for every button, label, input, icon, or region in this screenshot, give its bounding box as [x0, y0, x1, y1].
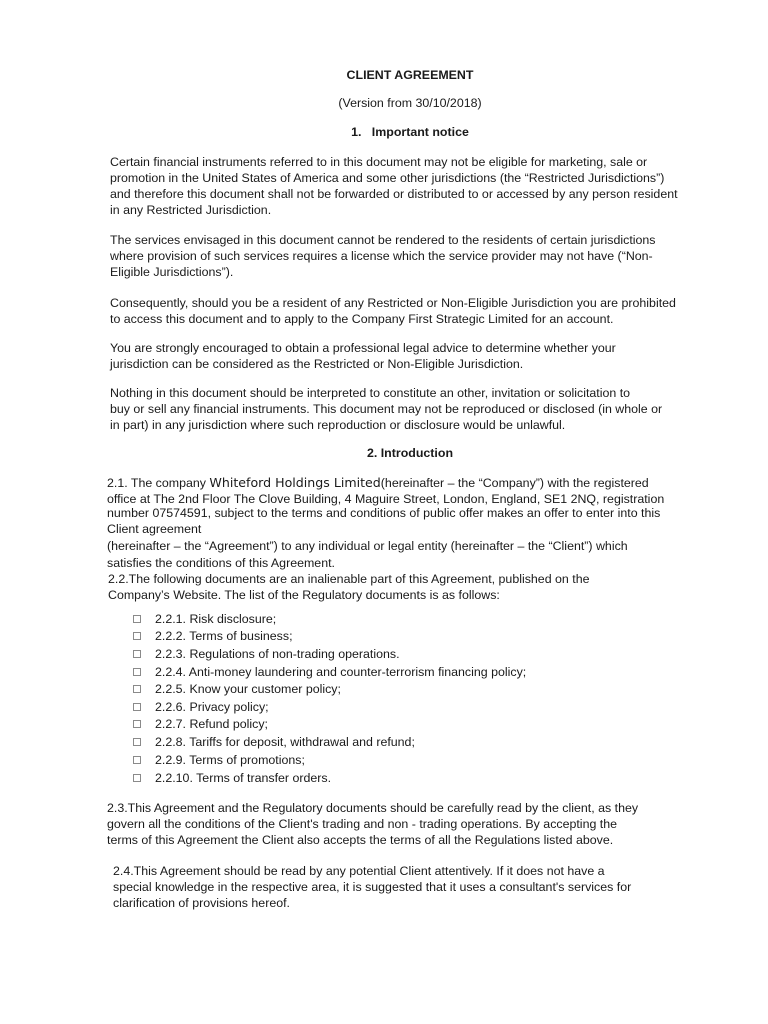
clause-2-1-rest: (hereinafter – the “Company”) with the registered [380, 476, 649, 490]
text-line: 2.3.This Agreement and the Regulatory documents should be carefully read by the client, as they [107, 801, 639, 815]
notice-paragraph-1 [110, 154, 720, 218]
text-line: Client agreement [107, 522, 202, 536]
text-line: satisfies the conditions of this Agreement. [107, 556, 335, 570]
clause-2-1-prefix: 2.1. The company [107, 476, 210, 490]
list-item-label: 2.2.8. Tariffs for deposit, withdrawal and refund; [155, 735, 415, 749]
text-line: clarification of provisions hereof. [113, 896, 290, 910]
text-line: terms of this Agreement the Client also accepts the terms of all the Regulations listed above. [107, 833, 614, 847]
section-1-heading: 1. Important notice [351, 125, 469, 139]
text-line: number 07574591, subject to the terms and conditions of public offer makes an offer to enter into this [107, 506, 661, 520]
text-line: 2.2.The following documents are an inalienable part of this Agreement, published on the [108, 572, 590, 586]
text-line: in part) in any jurisdiction where such reproduction or disclosure would be unlawful. [110, 418, 566, 432]
text-line: You are strongly encouraged to obtain a professional legal advice to determine whether your [110, 341, 616, 355]
clause-2-3 [107, 800, 717, 848]
text-line: buy or sell any financial instruments. This document may not be reproduced or disclosed (in whole or [110, 402, 663, 416]
list-item-label: 2.2.7. Refund policy; [155, 717, 268, 731]
text-line: jurisdiction can be considered as the Restricted or Non-Eligible Jurisdiction. [110, 357, 524, 371]
text-line: Nothing in this document should be interpreted to constitute an other, invitation or solicitation to [110, 386, 631, 400]
clause-2-1 [107, 475, 717, 571]
notice-paragraph-2 [110, 232, 720, 280]
document-version: (Version from 30/10/2018) [338, 96, 482, 110]
list-item [133, 611, 276, 627]
text-line: (hereinafter – the “Agreement”) to any individual or legal entity (hereinafter – the “Client”) which [107, 539, 628, 553]
list-item [133, 770, 331, 786]
notice-paragraph-4 [110, 340, 720, 372]
list-item [133, 752, 305, 768]
list-item [133, 646, 400, 662]
notice-paragraph-5 [110, 385, 720, 433]
text-line: 2.4.This Agreement should be read by any potential Client attentively. If it does not have a [113, 864, 605, 878]
list-item-label: 2.2.9. Terms of promotions; [155, 753, 305, 767]
checkbox-icon [133, 632, 141, 640]
checkbox-icon [133, 685, 141, 693]
text-line: to access this document and to apply to the Company First Strategic Limited for an account. [110, 312, 614, 326]
checkbox-icon [133, 774, 141, 782]
notice-paragraph-3 [110, 295, 720, 327]
list-item [133, 664, 526, 680]
list-item-label: 2.2.10. Terms of transfer orders. [155, 771, 332, 785]
text-line: Consequently, should you be a resident of any Restricted or Non-Eligible Jurisdiction you are prohibited [110, 296, 676, 310]
checkbox-icon [133, 738, 141, 746]
checkbox-icon [133, 615, 141, 623]
text-line [107, 475, 717, 491]
list-item [133, 699, 269, 715]
text-line: where provision of such services requires a license which the service provider may not have (“Non- [110, 249, 653, 263]
text-line: Company’s Website. The list of the Regulatory documents is as follows: [108, 588, 500, 602]
text-line: and therefore this document shall not be forwarded or distributed to or accessed by any person resident [110, 187, 678, 201]
list-item [133, 716, 268, 732]
checkbox-icon [133, 650, 141, 658]
list-item-label: 2.2.2. Terms of business; [155, 629, 293, 643]
checkbox-icon [133, 756, 141, 764]
text-line: The services envisaged in this document cannot be rendered to the residents of certain jurisdictions [110, 233, 656, 247]
list-item-label: 2.2.5. Know your customer policy; [155, 682, 341, 696]
list-item [133, 628, 293, 644]
list-item-label: 2.2.6. Privacy policy; [155, 700, 269, 714]
text-line: office at The 2nd Floor The Clove Building, 4 Maguire Street, London, England, SE1 2NQ, registration [107, 492, 665, 506]
text-line: Eligible Jurisdictions”). [110, 265, 234, 279]
text-line: promotion in the United States of America and some other jurisdictions (the “Restricted Jurisdictions”) [110, 171, 665, 185]
list-item-label: 2.2.4. Anti-money laundering and counter-terrorism financing policy; [155, 665, 527, 679]
text-line: Certain financial instruments referred to in this document may not be eligible for marketing, sale or [110, 155, 648, 169]
checkbox-icon [133, 703, 141, 711]
list-item [133, 734, 415, 750]
checkbox-icon [133, 668, 141, 676]
text-line: special knowledge in the respective area, it is suggested that it uses a consultant's services for [113, 880, 632, 894]
text-line: govern all the conditions of the Client's trading and non - trading operations. By accepting the [107, 817, 618, 831]
list-item [133, 681, 341, 697]
clause-2-2 [108, 571, 718, 603]
text-line: in any Restricted Jurisdiction. [110, 203, 272, 217]
document-title: CLIENT AGREEMENT [346, 68, 474, 82]
checkbox-icon [133, 720, 141, 728]
section-2-heading: 2. Introduction [366, 446, 454, 460]
clause-2-4 [113, 863, 723, 911]
list-item-label: 2.2.3. Regulations of non-trading operations. [155, 647, 400, 661]
list-item-label: 2.2.1. Risk disclosure; [155, 612, 277, 626]
company-name: Whiteford Holdings Limited [209, 475, 381, 490]
